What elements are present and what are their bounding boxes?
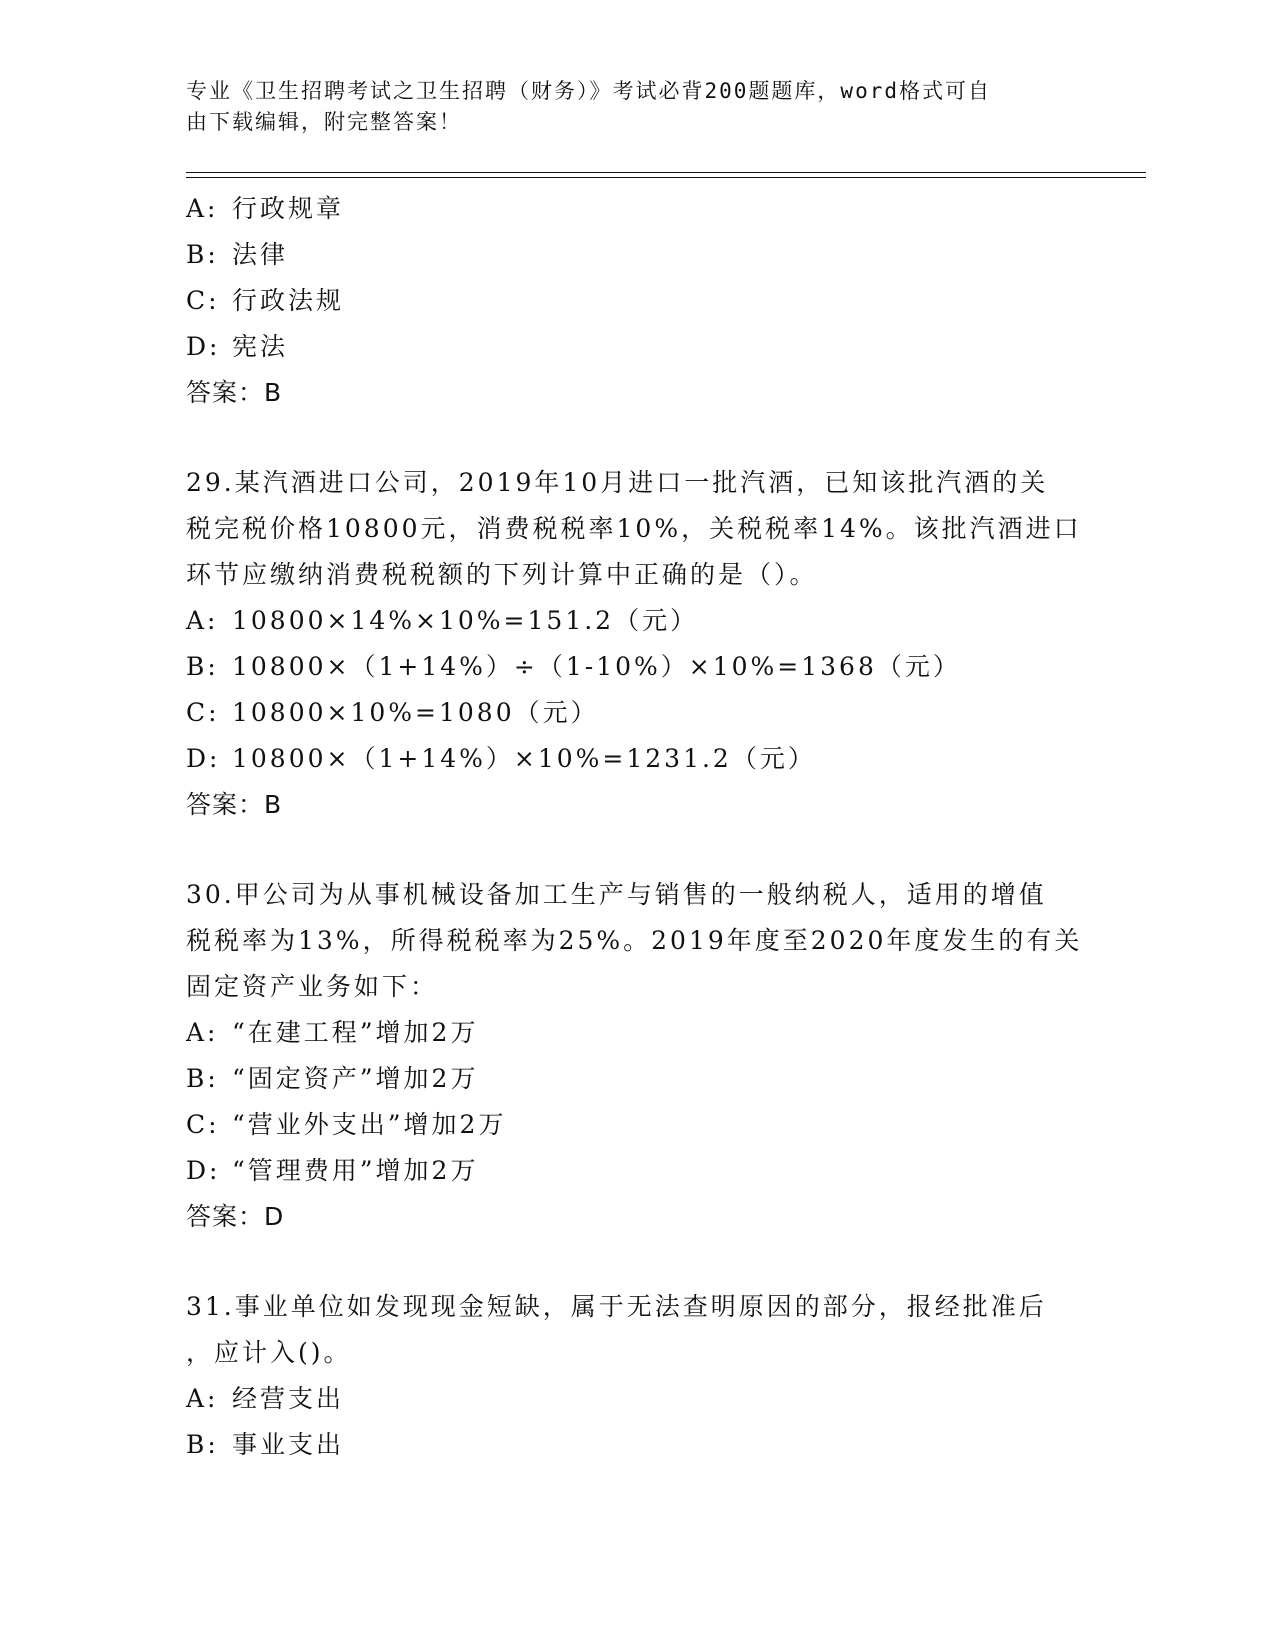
question-stem [186, 460, 1106, 598]
option-c: C: 行政法规 [186, 286, 345, 315]
option-b: B: 法律 [186, 240, 289, 269]
answer-line: 答案：B [186, 790, 283, 819]
stem-line: 30.甲公司为从事机械设备加工生产与销售的一般纳税人，适用的增值 [186, 880, 1047, 909]
header-rule-top [186, 172, 1146, 173]
stem-line: 31.事业单位如发现现金短缺，属于无法查明原因的部分，报经批准后 [186, 1292, 1047, 1321]
stem-line: 29.某汽酒进口公司，2019年10月进口一批汽酒，已知该批汽酒的关 [186, 468, 1049, 497]
question-31 [186, 1284, 1106, 1468]
stem-line: 税完税价格10800元，消费税税率10%，关税税率14%。该批汽酒进口 [186, 514, 1082, 543]
document-body [186, 186, 1106, 1468]
answer-line: 答案：D [186, 1202, 285, 1231]
question-stem [186, 872, 1106, 1010]
option-b: B: “固定资产”增加2万 [186, 1064, 479, 1093]
header-line-2: 由下载编辑，附完整答案！ [186, 110, 462, 134]
option-b: B: 事业支出 [186, 1430, 345, 1459]
document-header [186, 76, 1066, 138]
header-line-1: 专业《卫生招聘考试之卫生招聘（财务）》考试必背200题题库，word格式可自 [186, 79, 991, 103]
question-28-continued [186, 186, 1106, 416]
stem-line: ，应计入()。 [186, 1338, 352, 1367]
option-a: A: 经营支出 [186, 1384, 345, 1413]
option-d: D: “管理费用”增加2万 [186, 1156, 479, 1185]
option-c: C: 10800×10%=1080（元） [186, 698, 599, 727]
option-a: A: 行政规章 [186, 194, 345, 223]
answer-line: 答案：B [186, 378, 283, 407]
option-b: B: 10800×（1+14%）÷（1-10%）×10%=1368（元） [186, 652, 961, 681]
header-rule-bottom [186, 177, 1146, 178]
stem-line: 环节应缴纳消费税税额的下列计算中正确的是（）。 [186, 560, 818, 589]
option-c: C: “营业外支出”增加2万 [186, 1110, 507, 1139]
option-d: D: 宪法 [186, 332, 289, 361]
stem-line: 固定资产业务如下： [186, 972, 439, 1001]
option-a: A: 10800×14%×10%=151.2（元） [186, 606, 699, 635]
question-30 [186, 872, 1106, 1240]
option-d: D: 10800×（1+14%）×10%=1231.2（元） [186, 744, 816, 773]
question-stem [186, 1284, 1106, 1376]
stem-line: 税税率为13%，所得税税率为25%。2019年度至2020年度发生的有关 [186, 926, 1083, 955]
question-29 [186, 460, 1106, 828]
option-a: A: “在建工程”增加2万 [186, 1018, 479, 1047]
